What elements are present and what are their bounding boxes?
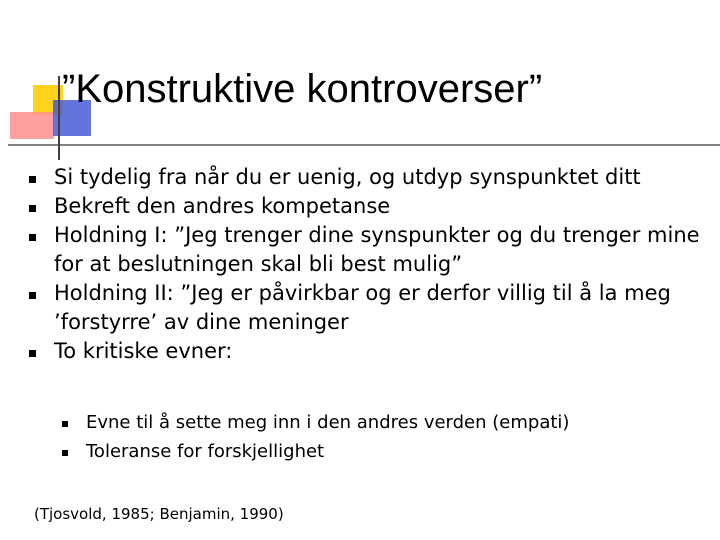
bullet-text: Bekreft den andres kompetanse	[54, 194, 391, 218]
bullet-item	[24, 163, 714, 192]
sub-bullet-list	[60, 408, 569, 466]
citation: (Tjosvold, 1985; Benjamin, 1990)	[34, 505, 284, 523]
sub-bullet-text: Toleranse for forskjellighet	[86, 441, 325, 462]
square-bullet-icon	[29, 292, 36, 299]
decor-square-pink	[10, 112, 54, 139]
bullet-text: Holdning II: ”Jeg er påvirkbar og er derfor villig til å la meg ’forstyrre’ av dine meninger	[54, 281, 671, 334]
bullet-item	[24, 192, 714, 221]
bullet-list	[24, 163, 714, 366]
bullet-item	[24, 337, 714, 366]
bullet-text: To kritiske evner:	[54, 339, 233, 363]
bullet-text: Holdning I: ”Jeg trenger dine synspunkter og du trenger mine for at beslutningen skal bli best mulig”	[54, 223, 700, 276]
decor-vertical-line	[58, 76, 60, 160]
square-bullet-icon	[62, 421, 68, 427]
slide-title: ”Konstruktive kontroverser”	[62, 67, 543, 111]
sub-bullet-text: Evne til å sette meg inn i den andres verden (empati)	[86, 412, 570, 433]
square-bullet-icon	[29, 205, 36, 212]
square-bullet-icon	[62, 450, 68, 456]
bullet-item	[24, 221, 714, 279]
sub-bullet-item	[60, 437, 569, 466]
square-bullet-icon	[29, 234, 36, 241]
square-bullet-icon	[29, 176, 36, 183]
bullet-text: Si tydelig fra når du er uenig, og utdyp synspunktet ditt	[54, 165, 641, 189]
title-underline	[8, 144, 720, 146]
sub-bullet-item	[60, 408, 569, 437]
square-bullet-icon	[29, 350, 36, 357]
bullet-item	[24, 279, 714, 337]
